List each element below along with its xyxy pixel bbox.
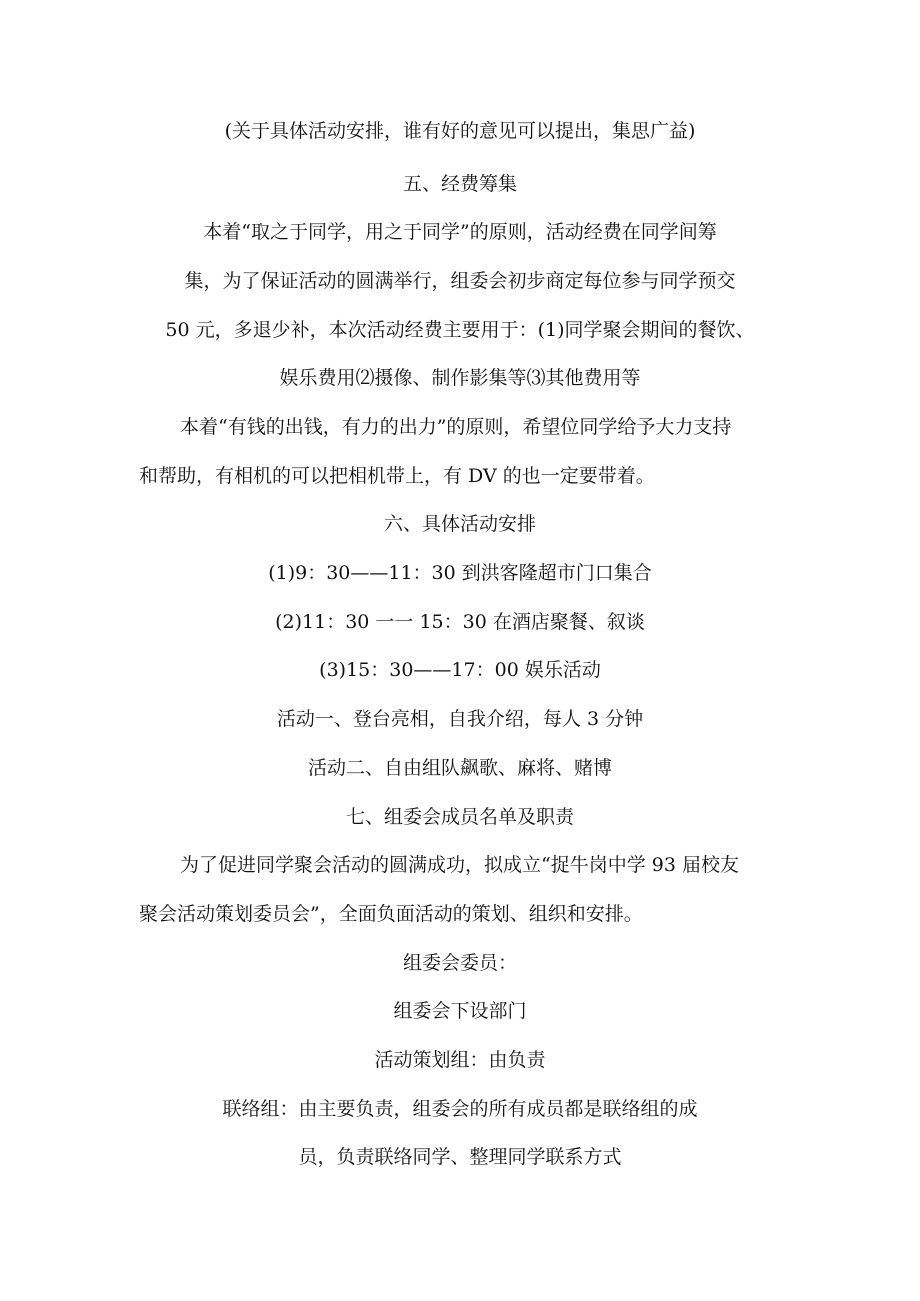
paragraph-line: 娱乐费用⑵摄像、制作影集等⑶其他费用等 [279,367,641,389]
schedule-item: (3)15：30——17：00 娱乐活动 [319,659,601,681]
activity-item: 活动二、自由组队飙歌、麻将、赌博 [307,757,612,779]
paragraph-line: 50 元，多退少补，本次活动经费主要用于：(1)同学聚会期间的餐饮、 [165,319,755,341]
liaison-group-line: 员，负责联络同学、整理同学联系方式 [298,1146,622,1168]
committee-members-label: 组委会委员： [402,952,517,974]
paragraph-line: 本着“有钱的出钱，有力的出力”的原则，希望位同学给予大力支持 [180,416,732,438]
schedule-item: (2)11：30 一一 15：30 在酒店聚餐、叙谈 [275,611,645,633]
paragraph-line: 聚会活动策划委员会”，全面负面活动的策划、组织和安排。 [139,903,643,925]
liaison-group-line: 联络组：由主要负责，组委会的所有成员都是联络组的成 [222,1098,698,1120]
paragraph-line: 本着“取之于同学，用之于同学”的原则，活动经费在同学间筹 [203,221,717,243]
activity-note: (关于具体活动安排，谁有好的意见可以提出，集思广益) [224,120,696,142]
paragraph-line: 集，为了保证活动的圆满举行，组委会初步商定每位参与同学预交 [184,270,736,292]
committee-departments-label: 组委会下设部门 [393,1000,527,1022]
paragraph-line: 为了促进同学聚会活动的圆满成功，拟成立“捉牛岗中学 93 届校友 [180,854,739,876]
section-heading-schedule: 六、具体活动安排 [383,513,536,535]
schedule-item: (1)9：30——11：30 到洪客隆超市门口集合 [268,562,652,584]
planning-group-line: 活动策划组：由负责 [374,1049,546,1071]
section-heading-committee: 七、组委会成员名单及职责 [345,806,574,828]
activity-item: 活动一、登台亮相，自我介绍，每人 3 分钟 [276,708,644,730]
section-heading-funding: 五、经费筹集 [402,173,517,195]
paragraph-line: 和帮助，有相机的可以把相机带上，有 DV 的也一定要带着。 [139,465,655,487]
